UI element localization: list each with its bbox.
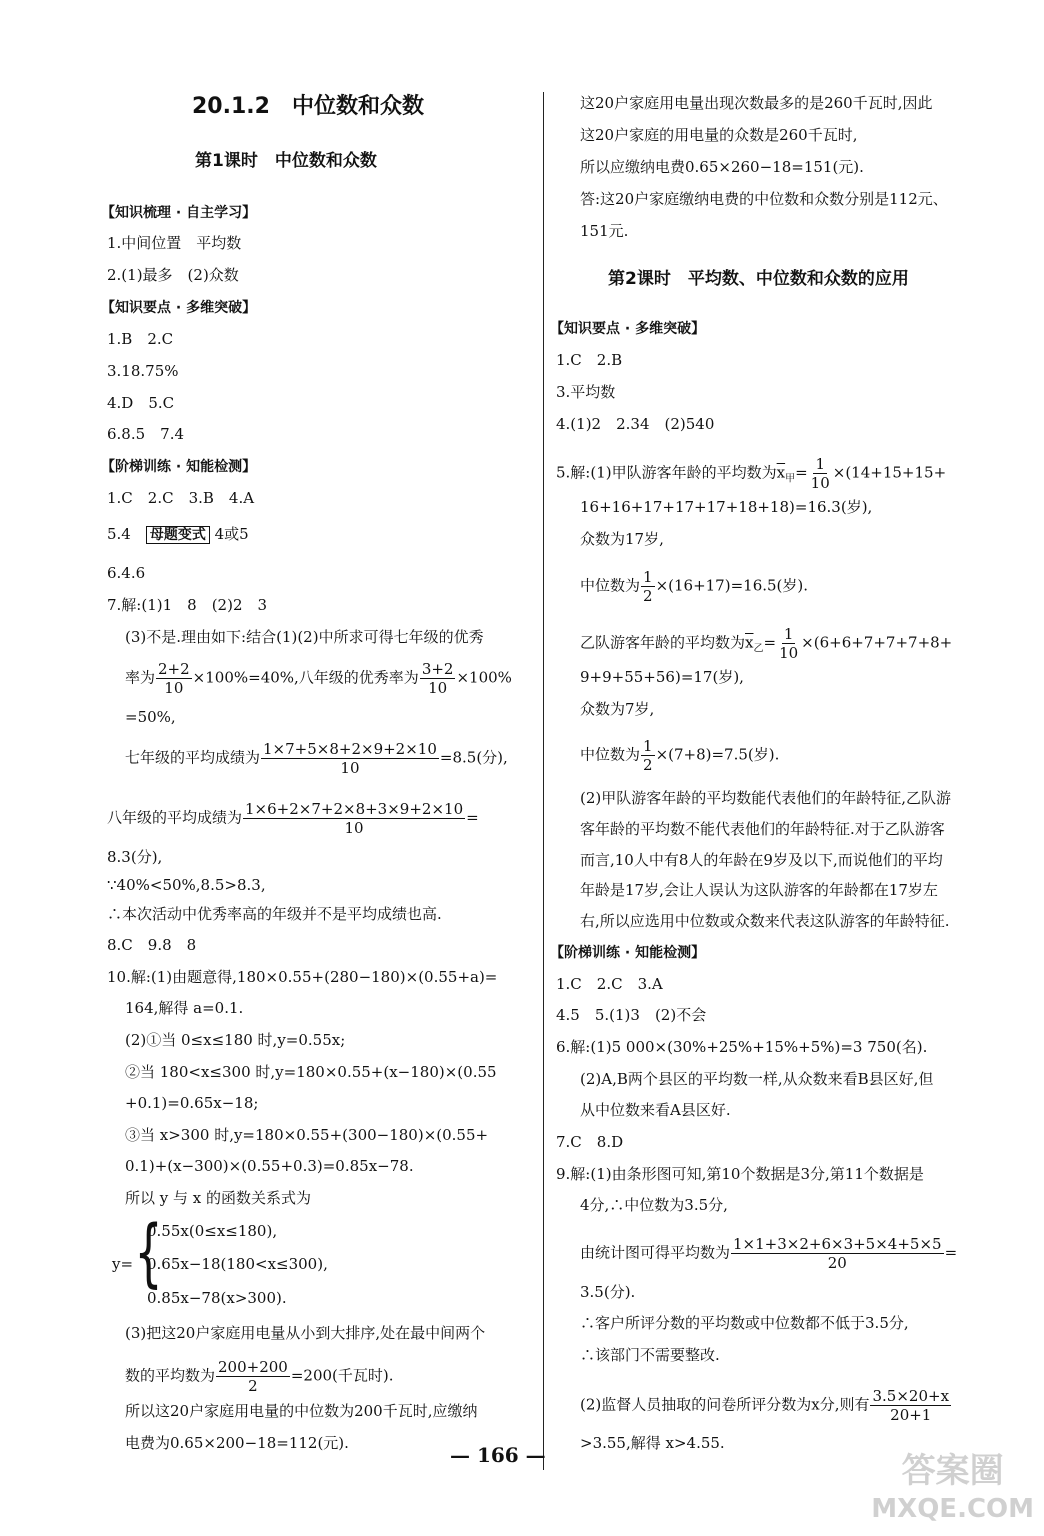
- answer-line: [580, 568, 808, 605]
- lesson-title: 第2课时 平均数、中位数和众数的应用: [608, 269, 909, 289]
- answer-line: ∴客户所评分数的平均数或中位数都不低于3.5分,: [580, 1314, 909, 1332]
- variant-box: 母题变式: [146, 526, 210, 544]
- answer-text: =: [466, 808, 479, 827]
- answer-line: 4分,∴中位数为3.5分,: [580, 1196, 728, 1214]
- answer-line: ∵40%<50%,8.5>8.3,: [107, 876, 266, 894]
- fraction-numerator: 1×6+2×7+2×8+3×9+2×10: [245, 800, 464, 818]
- answer-line: [107, 523, 249, 546]
- fraction-numerator: 2+2: [158, 660, 190, 678]
- fraction-numerator: 200+200: [218, 1358, 288, 1376]
- fraction: [731, 1235, 944, 1272]
- watermark-url: MXQE.COM: [871, 1494, 1034, 1524]
- mean-subscript: 乙: [753, 643, 764, 655]
- column-divider: [543, 92, 544, 1470]
- answer-line: [556, 455, 946, 492]
- answer-text: 4或5: [209, 525, 249, 543]
- piecewise-y: y=: [112, 1255, 134, 1273]
- answer-line: 右,所以应选用中位数或众数来代表这队游客的年龄特征.: [580, 912, 950, 930]
- piecewise-brace: {: [134, 1210, 163, 1296]
- fraction: [216, 1358, 290, 1395]
- section-header: 【阶梯训练 · 知能检测】: [550, 945, 706, 961]
- answer-line: 3.5(分).: [580, 1283, 636, 1301]
- answer-text: ×(16+17)=16.5(岁).: [655, 576, 809, 595]
- answer-line: 1.中间位置 平均数: [107, 234, 242, 252]
- answer-text: (2)监督人员抽取的问卷所评分数为x分,则有: [580, 1395, 870, 1414]
- answer-line: 9.解:(1)由条形图可知,第10个数据是3分,第11个数据是: [556, 1165, 924, 1183]
- fraction-denominator: 10: [344, 819, 364, 837]
- answer-line: [107, 800, 479, 837]
- answer-line: 从中位数来看A县区好.: [580, 1101, 731, 1119]
- answer-line: 这20户家庭用电量出现次数最多的是260千瓦时,因此: [580, 94, 933, 112]
- answer-line: 所以 y 与 x 的函数关系式为: [125, 1189, 312, 1207]
- answer-line: 而言,10人中有8人的年龄在9岁及以下,而说他们的平均: [580, 851, 943, 869]
- answer-line: 1.C 2.C 3.B 4.A: [107, 489, 255, 507]
- answer-text: 中位数为: [580, 745, 641, 764]
- answer-text: =: [795, 463, 808, 482]
- answer-line: 4.5 5.(1)3 (2)不会: [556, 1006, 707, 1024]
- fraction-denominator: 20+1: [890, 1406, 932, 1424]
- answer-line: [580, 1235, 957, 1272]
- answer-line: [580, 1387, 952, 1424]
- answer-line: 客年龄的平均数不能代表他们的年龄特征.对于乙队游客: [580, 820, 945, 838]
- answer-text: =8.5(分),: [439, 748, 508, 767]
- answer-line: [580, 625, 952, 662]
- section-header: 【知识梳理 · 自主学习】: [101, 205, 257, 221]
- answer-line: 1.B 2.C: [107, 330, 174, 348]
- answer-text: ×(14+15+15+: [832, 463, 947, 482]
- fraction-denominator: 2: [248, 1377, 258, 1395]
- answer-text: =200(千瓦时).: [290, 1366, 394, 1385]
- answer-line: ②当 180<x≤300 时,y=180×0.55+(x−180)×(0.55: [125, 1063, 497, 1081]
- fraction: [156, 660, 192, 697]
- answer-line: 3.18.75%: [107, 362, 179, 380]
- answer-line: (3)不是.理由如下:结合(1)(2)中所求可得七年级的优秀: [125, 628, 484, 646]
- fraction-denominator: 10: [810, 474, 830, 492]
- fraction-numerator: 3.5×20+x: [872, 1387, 950, 1405]
- answer-line: 所以这20户家庭用电量的中位数为200千瓦时,应缴纳: [125, 1402, 478, 1420]
- answer-line: 16+16+17+17+17+18+18)=16.3(岁),: [580, 498, 873, 516]
- answer-text: ×(6+6+7+7+7+8+: [801, 633, 953, 652]
- answer-line: [580, 737, 779, 774]
- piecewise-case: 0.55x(0≤x≤180),: [147, 1222, 278, 1240]
- answer-line: 年龄是17岁,会让人误认为这队游客的年龄都在17岁左: [580, 881, 938, 899]
- answer-line: 10.解:(1)由题意得,180×0.55+(280−180)×(0.55+a)=: [107, 968, 498, 986]
- fraction-denominator: 20: [827, 1254, 847, 1272]
- answer-line: 0.1)+(x−300)×(0.55+0.3)=0.85x−78.: [125, 1157, 414, 1175]
- answer-line: 6.8.5 7.4: [107, 425, 185, 443]
- section-header: 【阶梯训练 · 知能检测】: [101, 459, 257, 475]
- answer-line: 8.3(分),: [107, 848, 163, 866]
- answer-line: 1.C 2.B: [556, 351, 623, 369]
- lesson-title: 第1课时 中位数和众数: [195, 151, 377, 171]
- fraction-numerator: 1: [643, 568, 653, 586]
- answer-line: [125, 740, 508, 777]
- watermark-logo: [871, 1452, 1034, 1528]
- answer-line: 9+9+55+56)=17(岁),: [580, 668, 744, 686]
- answer-line: >3.55,解得 x>4.55.: [580, 1434, 725, 1452]
- fraction-denominator: 10: [779, 644, 799, 662]
- answer-line: 7.解:(1)1 8 (2)2 3: [107, 596, 268, 614]
- fraction: [261, 740, 439, 777]
- answer-text: 中位数为: [580, 576, 641, 595]
- answer-line: 众数为17岁,: [580, 530, 664, 548]
- fraction-numerator: 1: [783, 625, 794, 643]
- answer-line: [125, 1358, 394, 1395]
- answer-line: (2)A,B两个县区的平均数一样,从众数来看B县区好,但: [580, 1070, 934, 1088]
- answer-line: ③当 x>300 时,y=180×0.55+(300−180)×(0.55+: [125, 1126, 489, 1144]
- answer-line: 这20户家庭的用电量的众数是260千瓦时,: [580, 126, 858, 144]
- answer-line: 151元.: [580, 222, 629, 240]
- answer-line: 1.C 2.C 3.A: [556, 975, 663, 993]
- fraction: [243, 800, 465, 837]
- mean-subscript: 甲: [785, 473, 796, 485]
- answer-line: 6.4.6: [107, 564, 146, 582]
- answer-line: 6.解:(1)5 000×(30%+25%+15%+5%)=3 750(名).: [556, 1038, 928, 1056]
- fraction-denominator: 2: [643, 587, 653, 605]
- answer-line: 电费为0.65×200−18=112(元).: [125, 1434, 349, 1452]
- answer-text: =: [763, 633, 777, 652]
- fraction-denominator: 10: [164, 679, 184, 697]
- answer-text: 5.4: [107, 525, 146, 543]
- fraction: [870, 1387, 951, 1424]
- section-header: 【知识要点 · 多维突破】: [550, 321, 706, 337]
- answer-text: 数的平均数为: [125, 1366, 216, 1385]
- page-number: — 166 —: [450, 1443, 546, 1467]
- fraction: [641, 568, 655, 605]
- answer-line: (3)把这20户家庭用电量从小到大排序,处在最中间两个: [125, 1324, 486, 1342]
- answer-text: 七年级的平均成绩为: [125, 748, 261, 767]
- answer-text: 乙队游客年龄的平均数为: [580, 633, 746, 652]
- fraction-numerator: 3+2: [421, 660, 454, 678]
- answer-text: 率为: [125, 668, 156, 687]
- fraction-denominator: 10: [428, 679, 448, 697]
- fraction-numerator: 1: [815, 455, 825, 473]
- fraction-denominator: 10: [340, 759, 360, 777]
- answer-line: (2)甲队游客年龄的平均数能代表他们的年龄特征,乙队游: [580, 789, 952, 807]
- answer-line: 4.D 5.C: [107, 394, 175, 412]
- fraction-numerator: 1×7+5×8+2×9+2×10: [263, 740, 437, 758]
- answer-line: 所以应缴纳电费0.65×260−18=151(元).: [580, 158, 864, 176]
- answer-line: 4.(1)2 2.34 (2)540: [556, 415, 715, 433]
- answer-line: (2)①当 0≤x≤180 时,y=0.55x;: [125, 1031, 346, 1049]
- answer-line: 答:这20户家庭缴纳电费的中位数和众数分别是112元、: [580, 190, 948, 208]
- piecewise-case: 0.65x−18(180<x≤300),: [147, 1255, 328, 1273]
- answer-line: =50%,: [125, 708, 176, 726]
- answer-text: 由统计图可得平均数为: [580, 1243, 731, 1262]
- answer-line: 7.C 8.D: [556, 1133, 624, 1151]
- fraction-denominator: 2: [643, 756, 653, 774]
- fraction: [777, 625, 800, 662]
- mean-symbol: $\overline{x}$: [776, 463, 786, 482]
- section-header: 【知识要点 · 多维突破】: [101, 300, 257, 316]
- watermark-text: 答案圈: [901, 1451, 1004, 1491]
- answer-line: ∴该部门不需要整改.: [580, 1346, 720, 1364]
- answer-text: ×100%=40%,八年级的优秀率为: [192, 668, 419, 687]
- answer-line: 164,解得 a=0.1.: [125, 999, 244, 1017]
- fraction-numerator: 1×1+3×2+6×3+5×4+5×5: [733, 1235, 942, 1253]
- answer-line: ∴本次活动中优秀率高的年级并不是平均成绩也高.: [107, 905, 442, 923]
- mean-symbol: $\overline{x}$: [745, 633, 754, 652]
- answer-line: +0.1)=0.65x−18;: [125, 1094, 259, 1112]
- answer-text: ×(7+8)=7.5(岁).: [655, 745, 780, 764]
- answer-line: 3.平均数: [556, 383, 616, 401]
- answer-text: ×100%: [456, 668, 512, 687]
- piecewise-case: 0.85x−78(x>300).: [147, 1289, 287, 1307]
- answer-text: =: [944, 1243, 958, 1262]
- fraction: [809, 455, 832, 492]
- fraction: [641, 737, 655, 774]
- answer-text: 5.解:(1)甲队游客年龄的平均数为: [556, 463, 777, 482]
- answer-line: 众数为7岁,: [580, 700, 655, 718]
- section-title: 20.1.2 中位数和众数: [192, 94, 424, 119]
- fraction-numerator: 1: [643, 737, 653, 755]
- answer-text: 八年级的平均成绩为: [107, 808, 243, 827]
- answer-line: [125, 660, 512, 697]
- answer-line: 2.(1)最多 (2)众数: [107, 266, 239, 284]
- fraction: [420, 660, 456, 697]
- answer-line: 8.C 9.8 8: [107, 936, 197, 954]
